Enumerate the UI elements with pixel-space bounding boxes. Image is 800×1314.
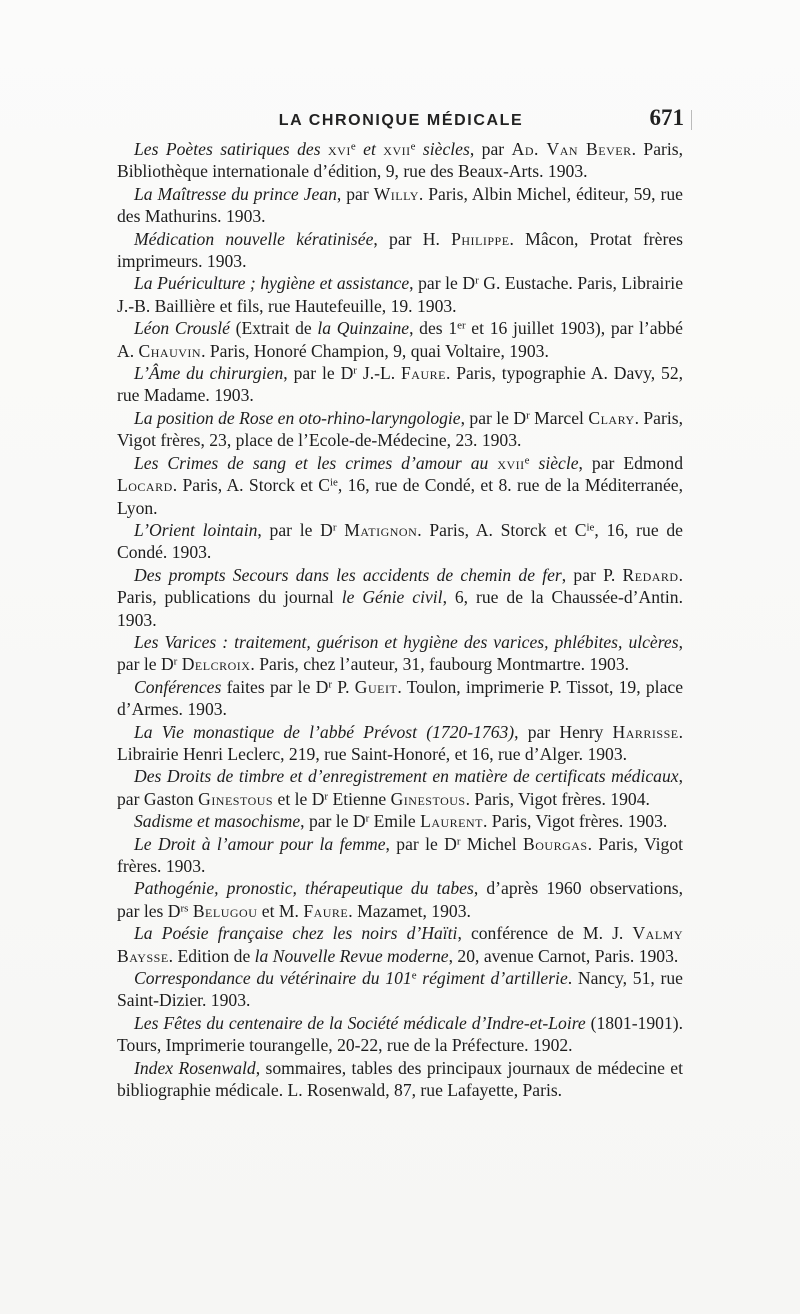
bibliography-entry (117, 765, 683, 810)
bibliography-entry (117, 564, 683, 631)
entry-text: . Paris, Albin Michel, éditeur, 59, rue des Mathurins. 1903. (117, 183, 683, 227)
page-header (118, 104, 684, 134)
entry-text: . Mazamet, 1903. (348, 900, 471, 921)
superscript-text: rs (180, 902, 189, 915)
entry-text: , 20, avenue Carnot, Paris. 1903. (448, 945, 679, 966)
superscript-text: ie (330, 476, 338, 489)
entry-text: , par le D (283, 363, 354, 384)
superscript-text: e (524, 454, 530, 467)
entry-title-text: Les Fêtes du centenaire de la Société médicale d’Indre-et-Loire (134, 1012, 586, 1033)
entry-text: , par (336, 183, 374, 204)
bibliography-entry (117, 922, 683, 967)
header-rule (691, 110, 692, 130)
entry-text: , par P. (561, 564, 623, 585)
bibliography-list (117, 138, 683, 1101)
entry-title-text: siècle (529, 452, 579, 473)
entry-text: , 16, rue de Condé, et 8. rue de la Méditerranée, Lyon. (117, 475, 683, 518)
author-name-text: Locard (117, 475, 173, 496)
entry-title-text: La Poésie française chez les noirs d’Haïti (134, 923, 458, 944)
bibliography-entry (117, 676, 683, 721)
author-name-text: Bourgas (523, 833, 588, 854)
entry-text: . Edition de (168, 945, 255, 966)
superscript-text: r (353, 364, 357, 377)
entry-text: . Paris, typographie A. Davy, 52, rue Madame. 1903. (117, 363, 684, 406)
entry-title-text: le Génie civil (341, 587, 443, 608)
entry-text: . Paris, publications du journal (117, 564, 683, 608)
entry-text: , par (469, 139, 512, 159)
entry-text: (1801-1901). Tours, Imprimerie tourangelle, 20-22, rue de la Préfecture. 1902. (117, 1012, 683, 1056)
entry-text: Emile (369, 811, 421, 832)
superscript-text: ie (586, 521, 595, 534)
entry-title-text: Les Varices : traitement, guérison et hygiène des varices, phlébites, ulcères (134, 631, 679, 652)
entry-text: . Toulon, imprimerie P. Tissot, 19, place d’Armes. 1903. (117, 676, 683, 720)
superscript-text: r (475, 274, 479, 287)
author-name-text: xvi (328, 139, 351, 159)
entry-text: , 6, rue de la Chaussée-d’Antin. 1903. (117, 587, 683, 630)
entry-title-text: La position de Rose en oto-rhino-laryngologie (134, 407, 461, 428)
entry-text: Michel (460, 833, 524, 854)
entry-title-text: Léon Crouslé (134, 318, 230, 339)
bibliography-entry (117, 1057, 683, 1102)
bibliography-entry (117, 519, 683, 564)
entry-text: , par le D (257, 519, 333, 540)
author-name-text: xvii (497, 452, 525, 473)
bibliography-entry (117, 183, 683, 228)
entry-title-text: siècles (415, 139, 470, 159)
bibliography-entry (117, 833, 683, 878)
bibliography-entry (117, 810, 683, 832)
entry-title-text: Conférences (134, 676, 222, 697)
superscript-text: r (526, 409, 530, 422)
entry-title-text: Pathogénie, pronostic, thérapeutique du tabes (134, 878, 474, 899)
entry-text: , par Edmond (578, 452, 684, 473)
author-name-text: Philippe (451, 228, 510, 249)
author-name-text: Faure (401, 363, 446, 384)
entry-text: , d’après 1960 observations, par les D (117, 878, 683, 921)
entry-text: . Paris, Vigot frères, 23, place de l’Ecole-de-Médecine, 23. 1903. (117, 407, 683, 451)
bibliography-entry (117, 272, 683, 317)
entry-title-text: L’Orient lointain (134, 519, 258, 540)
entry-text: . Paris, Bibliothèque internationale d’édition, 9, rue des Beaux-Arts. 1903. (117, 139, 684, 182)
author-name-text: Ginestous (198, 788, 274, 809)
page-number: 671 (649, 105, 684, 130)
entry-text: Etienne (328, 788, 391, 809)
entry-text: J.-L. (356, 363, 402, 384)
entry-text: , des 1 (409, 318, 458, 339)
entry-title-text: L’Âme du chirurgien (134, 363, 284, 384)
author-name-text: Redard (622, 564, 679, 585)
entry-title-text: Sadisme et masochisme (134, 811, 301, 832)
bibliography-entry (117, 362, 683, 407)
entry-text: , sommaires, tables des principaux journaux de médecine et bibliographie médicale. L. Rosenwald, 87, rue Lafayette, Paris. (117, 1057, 683, 1101)
author-name-text: Harrisse (612, 721, 679, 742)
entry-text: , par le D (460, 407, 527, 428)
author-name-text: Chauvin (138, 340, 202, 361)
author-name-text: Clary (588, 407, 635, 428)
entry-title-text: Index Rosenwald (134, 1057, 256, 1078)
entry-text: faites par le D (221, 676, 329, 697)
entry-text: , par Gaston (117, 766, 683, 809)
entry-text: . Paris, Honoré Champion, 9, quai Voltaire, 1903. (201, 340, 549, 361)
entry-title-text: Les Poètes satiriques des (134, 139, 329, 159)
entry-text: et M. (257, 900, 304, 921)
bibliography-entry (117, 967, 683, 1012)
author-name-text: Valmy Baysse (117, 923, 683, 966)
entry-text: , 16, rue de Condé. 1903. (117, 519, 683, 563)
entry-text: . Paris, Vigot frères. 1903. (483, 811, 668, 832)
running-title: LA CHRONIQUE MÉDICALE (278, 112, 524, 129)
superscript-text: r (456, 835, 461, 848)
bibliography-entry (117, 317, 683, 362)
entry-title-text: régiment d’artillerie (416, 968, 568, 989)
entry-text: , par le D (385, 833, 457, 854)
entry-title-text: La Puériculture ; hygiène et assistance (134, 273, 410, 294)
entry-text: , par H. (373, 228, 452, 249)
entry-text: . Paris, Vigot frères. 1903. (117, 833, 683, 876)
author-name-text: Faure (303, 900, 349, 921)
entry-text: , par Henry (514, 721, 613, 742)
entry-text: et le D (273, 788, 325, 809)
superscript-text: r (365, 812, 370, 825)
entry-text: . Paris, Vigot frères. 1904. (465, 788, 650, 809)
bibliography-entry (117, 1012, 683, 1057)
superscript-text: e (350, 140, 356, 153)
bibliography-entry (117, 877, 683, 922)
entry-text: . Paris, chez l’auteur, 31, faubourg Montmartre. 1903. (250, 654, 630, 675)
superscript-text: er (457, 319, 466, 332)
entry-title-text: la Nouvelle Revue moderne (254, 945, 449, 966)
bibliography-entry (117, 228, 683, 273)
author-name-text: Delcroix (181, 654, 251, 675)
entry-text: , conférence de M. J. (457, 923, 633, 944)
bibliography-entry (117, 407, 683, 452)
author-name-text: xvii (383, 139, 411, 159)
entry-title-text: et (355, 139, 384, 159)
entry-text: . Paris, A. Storck et C (417, 519, 587, 540)
superscript-text: r (328, 678, 332, 691)
bibliography-entry (117, 452, 683, 519)
entry-title-text: La Vie monastique de l’abbé Prévost (1720-1763) (134, 721, 515, 742)
entry-text: (Extrait de (229, 318, 318, 339)
author-name-text: Ginestous (390, 788, 466, 809)
entry-text: et 16 juillet 1903), par l’abbé A. (117, 318, 683, 361)
entry-title-text: Médication nouvelle kératinisée (134, 228, 374, 249)
author-name-text: Ad. Van Bever (511, 139, 632, 159)
entry-title-text: Correspondance du vétérinaire du 101 (134, 968, 412, 989)
entry-text: , par le D (300, 811, 366, 832)
superscript-text: r (173, 655, 178, 668)
superscript-text: r (324, 790, 329, 803)
entry-text: P. (332, 676, 355, 697)
bibliography-entry (117, 721, 683, 766)
entry-text: . Paris, A. Storck et C (172, 475, 330, 496)
superscript-text: r (332, 521, 337, 534)
bibliography-entry (117, 631, 683, 676)
entry-text: , par le D (409, 273, 476, 294)
author-name-text: Gueit (354, 676, 398, 697)
superscript-text: e (411, 969, 417, 982)
entry-text: . Nancy, 51, rue Saint-Dizier. 1903. (117, 968, 683, 1011)
entry-title-text: Les Crimes de sang et les crimes d’amour au (134, 452, 498, 473)
bibliography-entry (117, 138, 683, 183)
entry-title-text: la Quinzaine (317, 318, 410, 339)
entry-title-text: Des prompts Secours dans les accidents de chemin de fer (134, 564, 562, 585)
author-name-text: Willy (373, 183, 419, 204)
entry-title-text: Des Droits de timbre et d’enregistrement en matière de certificats médicaux (134, 766, 679, 787)
entry-text: , par le D (117, 631, 683, 675)
author-name-text: Belugou (192, 900, 258, 921)
entry-title-text: La Maîtresse du prince Jean (134, 183, 337, 204)
superscript-text: e (410, 140, 416, 153)
entry-text: . Mâcon, Protat frères imprimeurs. 1903. (117, 228, 683, 272)
entry-title-text: Le Droit à l’amour pour la femme (134, 833, 386, 854)
entry-text: G. Eustache. Paris, Librairie J.-B. Baillière et fils, rue Hautefeuille, 19. 1903. (117, 273, 684, 316)
entry-text: . Librairie Henri Leclerc, 219, rue Saint-Honoré, et 16, rue d’Alger. 1903. (117, 721, 684, 764)
author-name-text: Laurent (420, 811, 483, 832)
entry-text: Marcel (529, 407, 589, 428)
author-name-text: Matignon (344, 519, 418, 540)
